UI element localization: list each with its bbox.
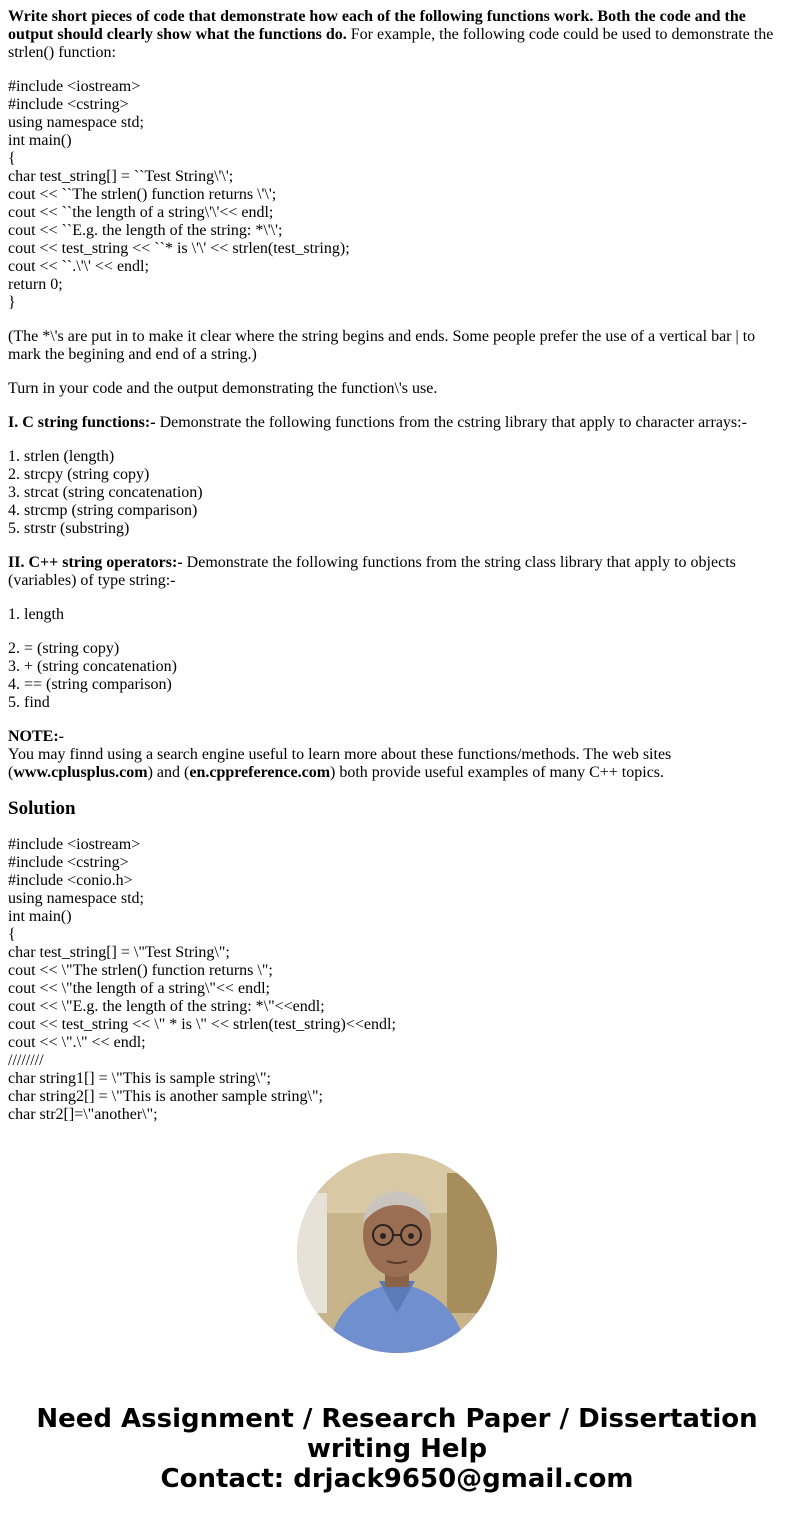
section1-text: Demonstrate the following functions from the cstring library that apply to character arrays:- bbox=[155, 414, 747, 431]
note-text-3: ) both provide useful examples of many C++ topics. bbox=[330, 764, 665, 781]
intro-text: For example, the following code could be used to demonstrate the strlen() function: bbox=[8, 26, 774, 61]
code-line: char str2[]=\"another\"; bbox=[8, 1106, 158, 1122]
list-item: 3. + (string concatenation) bbox=[8, 658, 177, 675]
turn-in-instruction: Turn in your code and the output demonstrating the function\'s use. bbox=[8, 380, 438, 397]
code-line: #include <conio.h> bbox=[8, 872, 133, 889]
code-line: cout << ``The strlen() function returns \'\'; bbox=[8, 186, 277, 203]
note-block bbox=[8, 728, 786, 782]
code-line: cout << \".\" << endl; bbox=[8, 1034, 146, 1051]
code-line: #include <cstring> bbox=[8, 854, 129, 871]
list-item: 4. strcmp (string comparison) bbox=[8, 502, 198, 519]
code-line: using namespace std; bbox=[8, 890, 144, 907]
promo-contact[interactable]: Contact: drjack9650@gmail.com bbox=[160, 1464, 634, 1494]
site-link-cplusplus[interactable]: www.cplusplus.com bbox=[13, 764, 148, 781]
intro-paragraph bbox=[8, 8, 786, 62]
code-line: char string1[] = \"This is sample string\"; bbox=[8, 1070, 271, 1087]
promo-line-1: Need Assignment / Research Paper / Dissertation bbox=[36, 1404, 758, 1434]
section2-text: Demonstrate the following functions from the string class library that apply to objects (variables) of type string:- bbox=[8, 554, 736, 589]
site-link-cppreference[interactable]: en.cppreference.com bbox=[189, 764, 331, 781]
code-line: #include <cstring> bbox=[8, 96, 129, 113]
list-item: 2. strcpy (string copy) bbox=[8, 466, 150, 483]
code-line: return 0; bbox=[8, 276, 63, 293]
note-heading: NOTE:- bbox=[8, 728, 64, 745]
code-line: cout << ``.\'\' << endl; bbox=[8, 258, 149, 275]
code-line: { bbox=[8, 926, 16, 943]
code-line: cout << ``the length of a string\'\'<< endl; bbox=[8, 204, 274, 221]
author-photo-icon bbox=[297, 1153, 497, 1353]
code-line: using namespace std; bbox=[8, 114, 144, 131]
section1-heading: I. C string functions:- bbox=[8, 414, 156, 431]
code-line: #include <iostream> bbox=[8, 836, 141, 853]
code-line: cout << ``E.g. the length of the string: *\'\'; bbox=[8, 222, 283, 239]
solution-heading: Solution bbox=[8, 798, 76, 819]
code-line: #include <iostream> bbox=[8, 78, 141, 95]
code-line: cout << \"The strlen() function returns \"; bbox=[8, 962, 273, 979]
promo-banner bbox=[0, 1404, 794, 1494]
author-avatar bbox=[297, 1153, 497, 1353]
note-text-2: ) and ( bbox=[147, 764, 190, 781]
section1-intro bbox=[8, 414, 786, 432]
code-line: } bbox=[8, 294, 16, 311]
document-body bbox=[8, 8, 786, 1122]
code-line: int main() bbox=[8, 908, 72, 925]
section2-list bbox=[8, 640, 786, 712]
section1-list bbox=[8, 448, 786, 538]
promo-line-2: writing Help bbox=[306, 1434, 488, 1464]
code-line: cout << \"E.g. the length of the string: *\"<<endl; bbox=[8, 998, 325, 1015]
code-line: char test_string[] = ``Test String\'\'; bbox=[8, 168, 234, 185]
section2-first-item: 1. length bbox=[8, 606, 64, 623]
section2-intro bbox=[8, 554, 786, 590]
list-item: 1. strlen (length) bbox=[8, 448, 115, 465]
code-line: cout << test_string << ``* is \'\' << strlen(test_string); bbox=[8, 240, 350, 257]
code-line: int main() bbox=[8, 132, 72, 149]
code-line: char test_string[] = \"Test String\"; bbox=[8, 944, 230, 961]
list-item: 4. == (string comparison) bbox=[8, 676, 172, 693]
solution-code-block bbox=[8, 836, 786, 1122]
list-item: 5. find bbox=[8, 694, 50, 711]
code-line: cout << test_string << \" * is \" << strlen(test_string)<<endl; bbox=[8, 1016, 396, 1033]
list-item: 2. = (string copy) bbox=[8, 640, 120, 657]
intro-bold-text: Write short pieces of code that demonstrate how each of the following functions work. Both the code and the output should clearly show what the functions do. bbox=[8, 8, 746, 43]
list-item: 3. strcat (string concatenation) bbox=[8, 484, 203, 501]
note-text-1: You may finnd using a search engine useful to learn more about these functions/methods. The web sites ( bbox=[8, 746, 672, 781]
code-line: //////// bbox=[8, 1052, 44, 1069]
example-code-block bbox=[8, 78, 786, 312]
code-line: { bbox=[8, 150, 16, 167]
code-line: char string2[] = \"This is another sample string\"; bbox=[8, 1088, 323, 1105]
code-line: cout << \"the length of a string\"<< endl; bbox=[8, 980, 270, 997]
list-item: 5. strstr (substring) bbox=[8, 520, 130, 537]
asterisk-note: (The *\'s are put in to make it clear where the string begins and ends. Some people prefer the use of a vertical bar | to mark the begining and end of a string.) bbox=[8, 328, 756, 363]
section2-heading: II. C++ string operators:- bbox=[8, 554, 183, 571]
